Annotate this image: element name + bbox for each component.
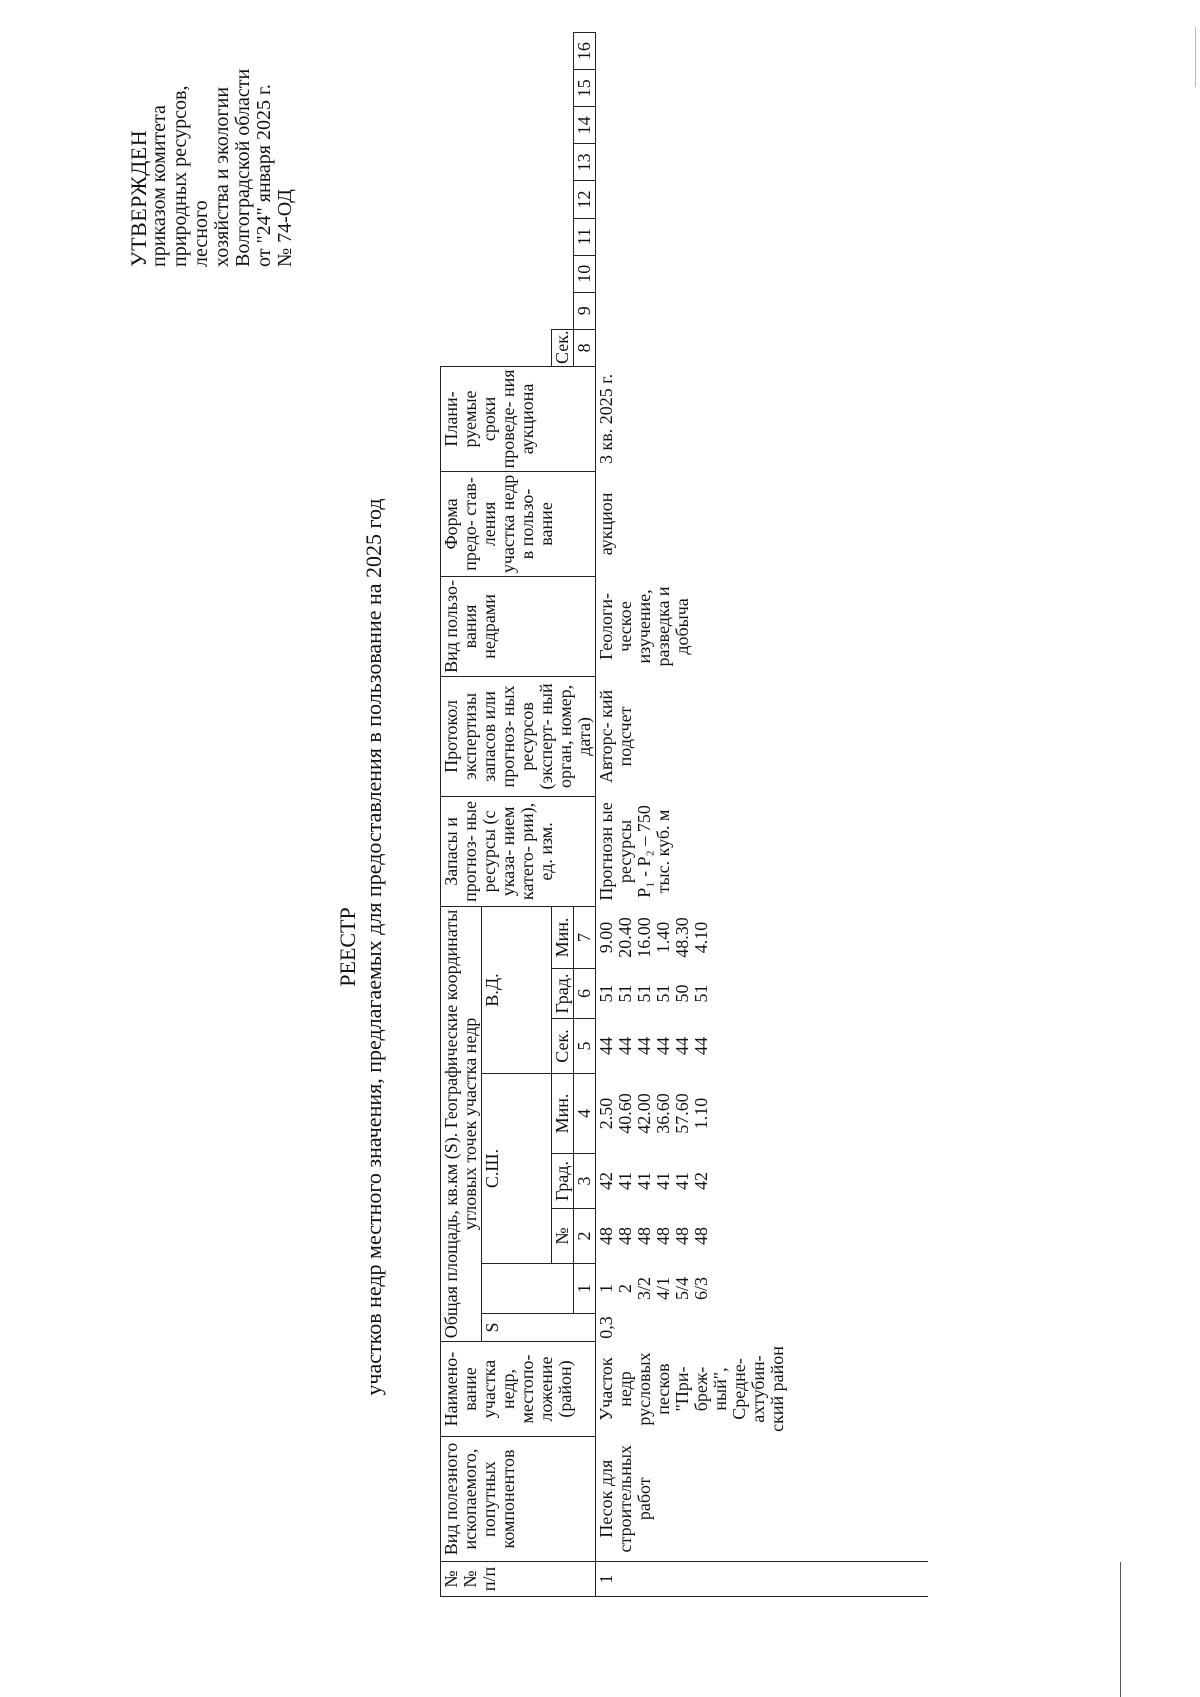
reserves-text: Прогнозн ые ресурсы bbox=[596, 802, 635, 901]
header-protocol: Протокол экспертизы запасов или прогноз- ных ресурсов (эксперт- ный орган, номер, дата) bbox=[441, 676, 596, 796]
points-n-sec-col bbox=[596, 1074, 929, 1154]
approval-line: от "24" января 2025 г. bbox=[253, 84, 275, 267]
point-e-min: 51 bbox=[691, 984, 711, 1003]
column-number: 12 bbox=[574, 181, 596, 218]
point-e-min: 51 bbox=[653, 984, 673, 1003]
approval-line: приказом комитета bbox=[148, 105, 170, 267]
column-number: 14 bbox=[574, 107, 596, 144]
approval-line: природных ресурсов, лесного bbox=[169, 85, 212, 267]
header-form: Форма предо- став- ления участка недр в пользо- вание bbox=[441, 471, 596, 576]
approval-line: Волгоградской области bbox=[232, 68, 254, 267]
point-n-sec: 57.60 bbox=[672, 1093, 692, 1134]
row-usage: Геологи- ческое изучение, разведка и добыча bbox=[596, 586, 692, 667]
column-number: 15 bbox=[574, 70, 596, 107]
column-number: 3 bbox=[574, 1154, 596, 1209]
point-n-deg: 48 bbox=[672, 1227, 692, 1245]
column-number: 5 bbox=[574, 1019, 596, 1074]
header-n-sec: Сек. bbox=[552, 1019, 574, 1074]
point-e-sec: 9.00 bbox=[596, 921, 616, 954]
point-n-min: 42 bbox=[596, 1172, 616, 1190]
row-protocol: Авторс- кий подсчет bbox=[596, 689, 635, 784]
points-e-deg-col bbox=[596, 1019, 929, 1074]
header-e-sec: Сек. bbox=[552, 329, 574, 366]
row-timing: 3 кв. 2025 г. bbox=[596, 373, 616, 464]
point-e-deg: 44 bbox=[672, 1037, 692, 1055]
table-row bbox=[596, 33, 929, 1597]
column-number: 2 bbox=[574, 1209, 596, 1264]
point-e-min: 51 bbox=[615, 984, 635, 1003]
column-number: 4 bbox=[574, 1074, 596, 1154]
point-e-sec: 20.40 bbox=[615, 917, 635, 958]
row-area: 0,3 bbox=[596, 1316, 616, 1339]
points-e-min-col bbox=[596, 969, 929, 1019]
point-n-deg: 48 bbox=[596, 1227, 616, 1245]
approval-block bbox=[128, 27, 296, 267]
point-n-deg: 48 bbox=[615, 1227, 635, 1245]
row-form: аукцион bbox=[596, 492, 616, 556]
point-n-sec: 42.00 bbox=[634, 1093, 654, 1134]
title-line-2: участков недр местного значения, предлагаемых для предоставления в пользование на 2025 год bbox=[361, 498, 386, 1396]
point-n-min: 42 bbox=[691, 1172, 711, 1190]
point-n-sec: 40.60 bbox=[615, 1093, 635, 1134]
row-number: 1 bbox=[596, 1562, 929, 1597]
reserves-unit: тыс. куб. м bbox=[653, 809, 673, 894]
point-n-min: 41 bbox=[672, 1172, 692, 1190]
point-e-sec: 16.00 bbox=[634, 917, 654, 958]
point-e-min: 50 bbox=[672, 984, 692, 1003]
point-e-deg: 44 bbox=[634, 1037, 654, 1055]
header-n-deg: Град. bbox=[552, 1154, 574, 1209]
row-site: Участок недр русловых песков "При- бреж- ный", Средне- ахтубин- ский район bbox=[596, 1346, 787, 1432]
column-number: 10 bbox=[574, 255, 596, 292]
point-n-deg: 48 bbox=[634, 1227, 654, 1245]
column-number: 1 bbox=[574, 1264, 596, 1314]
point-e-deg: 44 bbox=[615, 1037, 635, 1055]
point-n-min: 41 bbox=[634, 1172, 654, 1190]
point-e-deg: 44 bbox=[653, 1037, 673, 1055]
reserves-formula: P₁ - P₂ – 750 bbox=[634, 805, 654, 898]
header-point-no: № bbox=[552, 1209, 574, 1264]
point-e-deg: 44 bbox=[691, 1037, 711, 1055]
header-usage: Вид пользо- вания недрами bbox=[441, 576, 596, 676]
point-e-deg: 44 bbox=[596, 1037, 616, 1055]
column-number: 16 bbox=[574, 33, 596, 70]
header-e-min: Мин. bbox=[552, 906, 574, 968]
point-n-min: 41 bbox=[653, 1172, 673, 1190]
header-area-s: S bbox=[482, 1314, 596, 1342]
column-number: 11 bbox=[574, 218, 596, 255]
row-mineral: Песок для строительных работ bbox=[596, 1445, 654, 1553]
header-geo: Общая площадь, кв.км (S). Географические координаты угловых точек участка недр bbox=[441, 906, 482, 1341]
title-line-1: РЕЕСТР bbox=[335, 907, 360, 987]
point-e-min: 51 bbox=[596, 984, 616, 1003]
point-n-sec: 2.50 bbox=[596, 1097, 616, 1130]
point-n-sec: 1.10 bbox=[691, 1097, 711, 1130]
column-number: 7 bbox=[574, 906, 596, 968]
point-no: 2 bbox=[615, 1284, 635, 1293]
point-e-sec: 48.30 bbox=[672, 917, 692, 958]
header-north-lat: С.Ш. bbox=[482, 1074, 552, 1264]
point-n-deg: 48 bbox=[653, 1227, 673, 1245]
points-e-sec-col bbox=[596, 906, 929, 968]
points-n-min-col bbox=[596, 1154, 929, 1209]
point-e-min: 51 bbox=[634, 984, 654, 1003]
registry-table bbox=[440, 32, 928, 1597]
point-no: 1 bbox=[596, 1284, 616, 1293]
document-title bbox=[335, 497, 387, 1397]
header-n-min: Мин. bbox=[552, 1074, 574, 1154]
point-no: 5/4 bbox=[672, 1277, 692, 1301]
column-number: 6 bbox=[574, 969, 596, 1019]
header-point-empty bbox=[482, 1264, 574, 1314]
column-number: 13 bbox=[574, 144, 596, 181]
point-n-sec: 36.60 bbox=[653, 1093, 673, 1134]
point-n-min: 41 bbox=[615, 1172, 635, 1190]
header-timing: Плани- руемые сроки проведе- ния аукциона bbox=[441, 366, 596, 471]
point-n-deg: 48 bbox=[691, 1227, 711, 1245]
approval-line: № 74-ОД bbox=[274, 189, 296, 267]
page-edge-line bbox=[1120, 1562, 1121, 1697]
column-number: 8 bbox=[574, 329, 596, 366]
point-e-sec: 4.10 bbox=[691, 921, 711, 954]
approval-heading: УТВЕРЖДЕН bbox=[126, 129, 151, 267]
page-edge-mark bbox=[1195, 27, 1196, 87]
column-number: 9 bbox=[574, 292, 596, 329]
header-mineral: Вид полезного ископаемого, попутных компонентов bbox=[441, 1437, 596, 1562]
point-no: 4/1 bbox=[653, 1277, 673, 1301]
points-n-deg-col bbox=[596, 1209, 929, 1264]
approval-line: хозяйства и экологии bbox=[211, 86, 233, 267]
points-no-col bbox=[596, 1264, 929, 1314]
header-east-long: В.Д. bbox=[482, 906, 552, 1073]
header-num: № № п/п bbox=[441, 1562, 596, 1597]
row-reserves bbox=[596, 796, 929, 906]
header-site: Наимено- вание участка недр, местопо- ложение (район) bbox=[441, 1342, 596, 1437]
point-no: 3/2 bbox=[634, 1277, 654, 1301]
point-e-sec: 1.40 bbox=[653, 921, 673, 954]
header-e-deg: Град. bbox=[552, 969, 574, 1019]
header-reserves: Запасы и прогноз- ные ресурсы (с указа- нием катего- рии), ед. изм. bbox=[441, 796, 596, 906]
point-no: 6/3 bbox=[691, 1277, 711, 1301]
